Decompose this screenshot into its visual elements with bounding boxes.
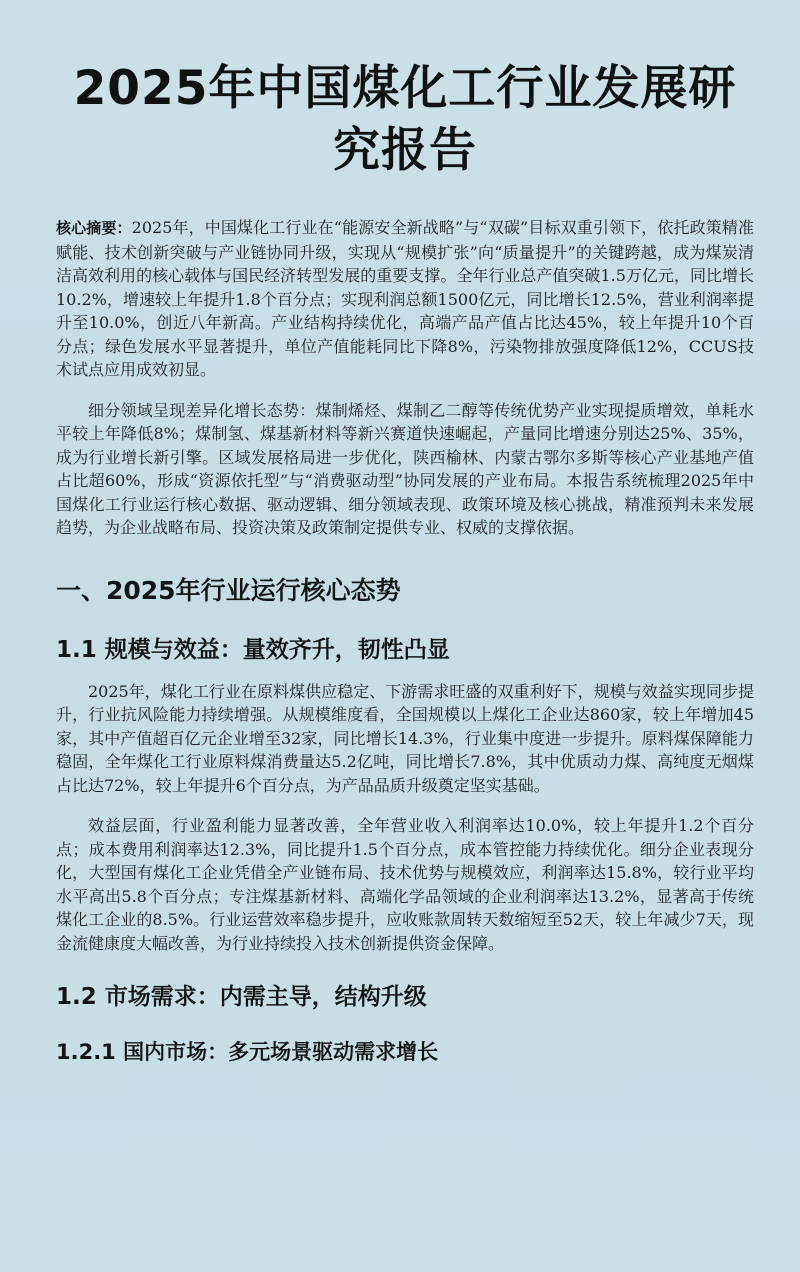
section-heading-1-1: 1.1 规模与效益：量效齐升，韧性凸显 <box>56 636 450 663</box>
document-title: 2025年中国煤化工行业发展研究报告 <box>73 61 737 178</box>
section-heading-1-2-1: 1.2.1 国内市场：多元场景驱动需求增长 <box>56 1040 439 1064</box>
abstract-paragraph-2: 细分领域呈现差异化增长态势：煤制烯烃、煤制乙二醇等传统优势产业实现提质增效，单耗水平较上年降低8%；煤制氢、煤基新材料等新兴赛道快速崛起，产量同比增速分别达25%、35%，成为行业增长新引擎。区域发展格局进一步优化，陕西榆林、内蒙古鄂尔多斯等核心产业基地产值占比超60%，形成“资源依托型”与“消费驱动型”协同发展的产业布局。本报告系统梳理2025年中国煤化工行业运行核心数据、驱动逻辑、细分领域表现、政策环境及核心挑战，精准预判未来发展趋势，为企业战略布局、投资决策及政策制定提供专业、权威的支撑依据。 <box>56 400 754 537</box>
section-1-1-paragraph-1: 2025年，煤化工行业在原料煤供应稳定、下游需求旺盛的双重利好下，规模与效益实现同步提升，行业抗风险能力持续增强。从规模维度看，全国规模以上煤化工企业达860家，较上年增加45家，其中产值超百亿元企业增至32家，同比增长14.3%，行业集中度进一步提升。原料煤保障能力稳固，全年煤化工行业原料煤消费量达5.2亿吨，同比增长7.8%，其中优质动力煤、高纯度无烟煤占比达72%，较上年提升6个百分点，为产品品质升级奠定坚实基础。 <box>56 681 754 795</box>
section-heading-1: 一、2025年行业运行核心态势 <box>56 575 401 605</box>
abstract-label: 核心摘要： <box>56 219 132 237</box>
abstract-paragraph <box>56 216 754 382</box>
section-heading-1-2: 1.2 市场需求：内需主导，结构升级 <box>56 984 427 1010</box>
section-1-1-paragraph-2: 效益层面，行业盈利能力显著改善，全年营业收入利润率达10.0%，较上年提升1.2个百分点；成本费用利润率达12.3%，同比提升1.5个百分点，成本管控能力持续优化。细分企业表现分化，大型国有煤化工企业凭借全产业链布局、技术优势与规模效应，利润率达15.8%，较行业平均水平高出5.8个百分点；专注煤基新材料、高端化学品领域的企业利润率达13.2%，显著高于传统煤化工企业的8.5%。行业运营效率稳步提升，应收账款周转天数缩短至52天，较上年减少7天，现金流健康度大幅改善，为行业持续投入技术创新提供资金保障。 <box>56 816 754 953</box>
abstract-text: 2025年，中国煤化工行业在“能源安全新战略”与“双碳”目标双重引领下，依托政策精准赋能、技术创新突破与产业链协同升级，实现从“规模扩张”向“质量提升”的关键跨越，成为煤炭清洁高效利用的核心载体与国民经济转型发展的重要支撑。全年行业总产值突破1.5万亿元，同比增长10.2%，增速较上年提升1.8个百分点；实现利润总额1500亿元，同比增长12.5%，营业利润率提升至10.0%，创近八年新高。产业结构持续优化，高端产品产值占比达45%，较上年提升10个百分点；绿色发展水平显著提升，单位产值能耗同比下降8%，污染物排放强度降低12%，CCUS技术试点应用成效初显。 <box>56 218 754 379</box>
